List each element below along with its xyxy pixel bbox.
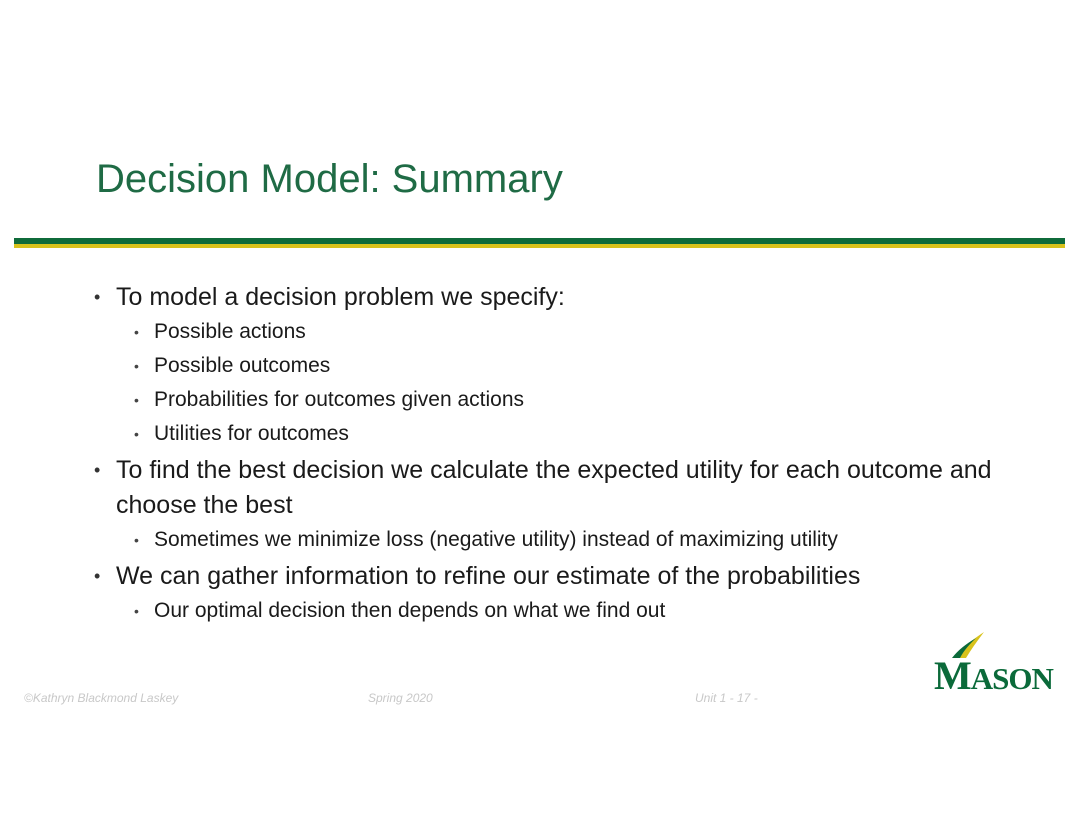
bullet-item (94, 559, 994, 594)
bullet-dot-icon: • (94, 460, 101, 480)
footer-unit: Unit 1 - 17 - (695, 691, 758, 705)
sub-bullet-text: Probabilities for outcomes given actions (154, 388, 525, 411)
sub-bullet-item (94, 349, 994, 383)
sub-bullet-dot-icon: • (134, 532, 139, 548)
bullet-text: To find the best decision we calculate the expected utility for each outcome and choose the best (116, 456, 992, 519)
sub-bullet-dot-icon: • (134, 426, 139, 442)
bullet-item (94, 280, 994, 315)
slide-title: Decision Model: Summary (96, 157, 563, 201)
sub-bullet-dot-icon: • (134, 324, 139, 340)
sub-bullet-item (94, 383, 994, 417)
sub-bullet-dot-icon: • (134, 392, 139, 408)
bullet-list (94, 280, 994, 628)
logo-wordmark: MASON (934, 653, 1053, 698)
bullet-text: To model a decision problem we specify: (116, 283, 565, 311)
footer-author: ©Kathryn Blackmond Laskey (24, 691, 179, 705)
footer-term: Spring 2020 (368, 691, 433, 705)
sub-bullet-item (94, 417, 994, 451)
sub-bullet-text: Utilities for outcomes (154, 422, 349, 445)
sub-bullet-text: Possible outcomes (154, 354, 331, 377)
bullet-dot-icon: • (94, 566, 101, 586)
sub-bullet-text: Possible actions (154, 320, 306, 343)
sub-bullet-text: Our optimal decision then depends on what we find out (154, 599, 666, 622)
sub-bullet-item (94, 523, 994, 557)
sub-bullet-dot-icon: • (134, 603, 139, 619)
bullet-item (94, 453, 994, 523)
sub-bullet-dot-icon: • (134, 358, 139, 374)
title-divider-gold (14, 244, 1065, 248)
bullet-dot-icon: • (94, 287, 101, 307)
sub-bullet-item (94, 594, 994, 628)
sub-bullet-text: Sometimes we minimize loss (negative utility) instead of maximizing utility (154, 528, 838, 551)
sub-bullet-item (94, 315, 994, 349)
mason-logo (934, 630, 1053, 698)
bullet-text: We can gather information to refine our estimate of the probabilities (116, 562, 861, 590)
